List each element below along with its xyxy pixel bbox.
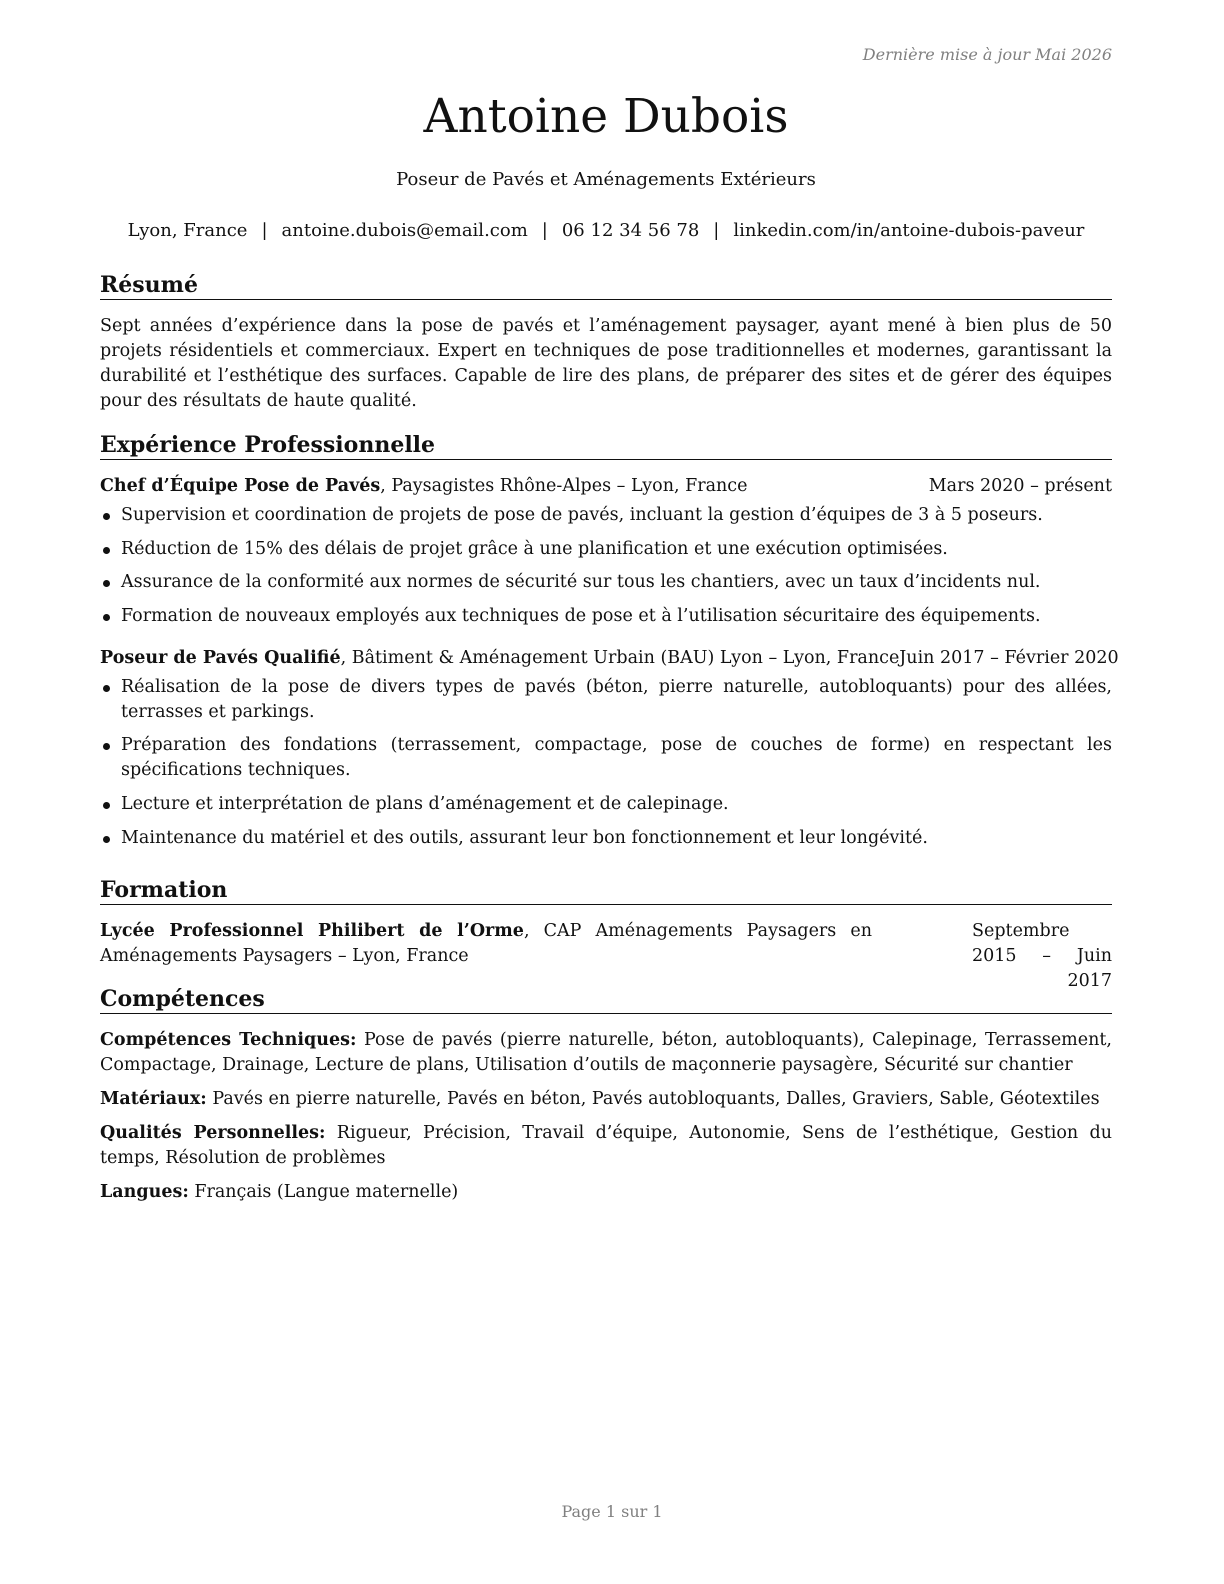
last-updated: Dernière mise à jour Mai 2026	[862, 45, 1112, 64]
job-bullets	[100, 675, 1112, 851]
skills-heading: Compétences	[100, 985, 1112, 1014]
education-heading: Formation	[100, 876, 1112, 905]
skills-section	[100, 985, 1112, 1214]
summary-text: Sept années d’expérience dans la pose de pavés et l’aménagement paysager, ayant mené à bien plus de 50 projets résidentiels et commerciaux. Expert en techniques de pose traditionnelles et modernes, garantissant la durabilité et l’esthétique des surfaces. Capable de lire des plans, de préparer des sites et de gérer des équipes pour des résultats de haute qualité.	[100, 316, 1112, 411]
skill-label: Matériaux:	[100, 1089, 207, 1109]
contact-email[interactable]: antoine.dubois@email.com	[281, 220, 528, 241]
skill-item	[100, 1121, 1112, 1171]
job-entry	[100, 474, 1112, 629]
job-bullets	[100, 503, 1112, 629]
job-bullet: Préparation des fondations (terrassement, compactage, pose de couches de forme) en respectant les spécifications techniques.	[100, 733, 1112, 783]
skills-list	[100, 1028, 1112, 1205]
contact-phone: 06 12 34 56 78	[561, 220, 700, 241]
job-bullet: Formation de nouveaux employés aux techniques de pose et à l’utilisation sécuritaire des équipements.	[100, 604, 1112, 629]
job-bullet: Lecture et interprétation de plans d’aménagement et de calepinage.	[100, 792, 1112, 817]
job-dates: Mars 2020 – présent	[928, 476, 1112, 496]
education-entry	[100, 919, 1112, 994]
skill-value: Pavés en pierre naturelle, Pavés en béton, Pavés autobloquants, Dalles, Graviers, Sable, Géotextiles	[206, 1089, 1100, 1109]
contact-linkedin[interactable]: linkedin.com/in/antoine-dubois-paveur	[733, 220, 1085, 241]
skill-value: Français (Langue maternelle)	[188, 1182, 459, 1202]
candidate-name: Antoine Dubois	[423, 89, 789, 144]
job-entry	[100, 646, 1119, 851]
job-bullet: Maintenance du matériel et des outils, assurant leur bon fonctionnement et leur longévité.	[100, 826, 1112, 851]
experience-heading: Expérience Professionnelle	[100, 431, 1112, 460]
job-dates: Juin 2017 – Février 2020	[899, 647, 1119, 668]
skill-value: Pose de pavés (pierre naturelle, béton, autobloquants), Calepinage, Terrassement, Compactage, Drainage, Lecture de plans, Utilisation d’outils de maçonnerie paysagère, Sécurité sur chantier	[100, 1030, 1112, 1075]
resume-page	[100, 0, 1119, 1584]
experience-section	[100, 431, 1119, 859]
education-section	[100, 876, 1112, 994]
job-role	[100, 646, 899, 671]
skill-item	[100, 1180, 1112, 1205]
skill-label: Compétences Techniques:	[100, 1030, 357, 1050]
page-number: Page 1 sur 1	[561, 1502, 663, 1521]
skill-label: Qualités Personnelles:	[100, 1123, 326, 1143]
job-title: Poseur de Pavés et Aménagements Extérieurs	[396, 169, 816, 190]
job-title: Poseur de Pavés Qualifié	[100, 647, 341, 668]
job-bullet: Réalisation de la pose de divers types de pavés (béton, pierre naturelle, autobloquants) pour des allées, terrasses et parkings.	[100, 675, 1112, 725]
job-role	[100, 474, 747, 499]
skill-item	[100, 1028, 1112, 1078]
contact-separator: |	[261, 220, 268, 241]
job-title: Chef d’Équipe Pose de Pavés	[100, 476, 381, 496]
contact-separator: |	[713, 220, 720, 241]
contact-location: Lyon, France	[127, 220, 248, 241]
skill-label: Langues:	[100, 1182, 189, 1202]
job-bullet: Supervision et coordination de projets de pose de pavés, incluant la gestion d’équipes de 3 à 5 poseurs.	[100, 503, 1112, 528]
job-header	[100, 474, 1112, 499]
contact-separator: |	[541, 220, 548, 241]
job-header	[100, 646, 1119, 671]
job-employer: , Paysagistes Rhône-Alpes – Lyon, France	[380, 476, 748, 496]
skill-item	[100, 1087, 1112, 1112]
contact-line	[100, 219, 1112, 243]
job-employer: , Bâtiment & Aménagement Urbain (BAU) Lyon – Lyon, France	[340, 647, 900, 668]
skill-value: Rigueur, Précision, Travail d’équipe, Autonomie, Sens de l’esthétique, Gestion du temps, Résolution de problèmes	[100, 1123, 1112, 1168]
education-details: , CAP Aménagements Paysagers en Aménagements Paysagers – Lyon, France	[100, 921, 872, 966]
summary-section	[100, 271, 1112, 414]
job-bullet: Assurance de la conformité aux normes de sécurité sur tous les chantiers, avec un taux d’incidents nul.	[100, 570, 1112, 595]
job-bullet: Réduction de 15% des délais de projet grâce à une planification et une exécution optimisées.	[100, 537, 1112, 562]
education-description	[100, 919, 872, 994]
summary-heading: Résumé	[100, 271, 1112, 300]
education-school: Lycée Professionnel Philibert de l’Orme	[100, 921, 524, 941]
education-dates: Septembre 2015 – Juin 2017	[972, 921, 1112, 991]
